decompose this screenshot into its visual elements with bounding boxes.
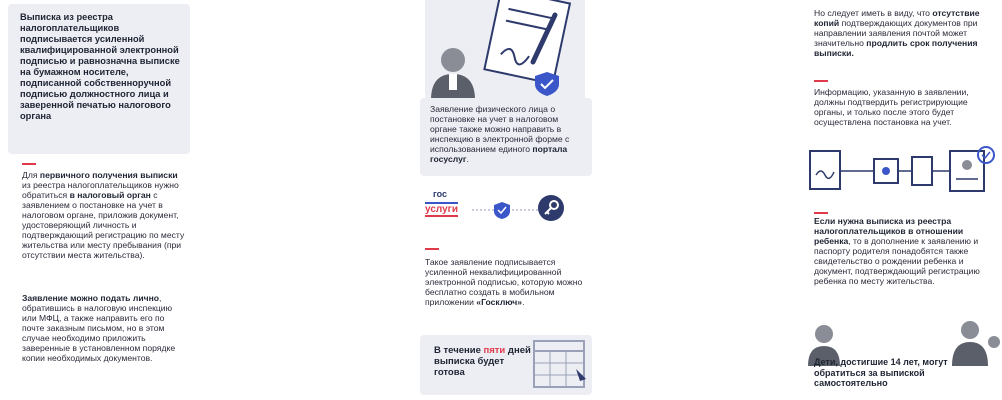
first-receipt-paragraph: Для первичного получения выписки из реестра налогоплательщиков нужно обратиться в налоговый орган с заявлением о постановке на учет в налоговом органе, приложив документ, удостоверяющий личность и подтверждающий регистрацию по месту жительства или месту пребывания (при отсутствии места жительства). [22,170,185,260]
separator [22,163,36,165]
child-statement-paragraph: Если нужна выписка из реестра налогоплательщиков в отношении ребенка, то в дополнение к заявлению и паспорту родителя понадобятся также свидетельство о рождении ребенка и документ, подтверждающий регистрацию ребенка по месту жительства. [814,216,980,286]
mail-warning-paragraph: Но следует иметь в виду, что отсутствие копий подтверждающих документов при направлении заявления почтой может значительно продлить срок получения выписки. [814,8,980,58]
signature-info-box [8,4,190,154]
age-14-note: Дети, достигшие 14 лет, могут обратиться за выпиской самостоятельно [814,357,948,388]
column-left [0,0,198,400]
document-flow-illustration [810,145,1000,203]
goskey-paragraph: Такое заявление подписывается усиленной неквалифицированной электронной подписью, которую можно бесплатно создать в мобильном приложении «Госключ». [425,257,583,307]
period-text: В течение пяти дней выписка будет готова [434,345,531,378]
column-right [402,0,980,400]
separator [814,212,828,214]
electronic-form-text: Заявление физического лица о постановке на учет в налоговом органе также можно направить в инспекцию в электронной форме с использованием единого портала госуслуг. [430,104,570,164]
registration-confirm-paragraph: Информацию, указанную в заявлении, должны подтвердить регистрирующие органы, и только после этого будет осуществлена постановка на учет. [814,87,969,127]
gosuslugi-logo: гос услуги [425,189,458,215]
submit-application-paragraph: Заявление можно подать лично, обратившись в налоговую инспекцию или МФЦ, а также направить его по почте заказным письмом, но в этом случае необходимо приложить заверенные в установленном порядке копии необходимых документов. [22,293,176,363]
signature-info-text: Выписка из реестра налогоплательщиков подписывается усиленной квалифицированной электронной подписью и равнозначна выписке на бумажном носителе, подписанной собственноручной подписью должностного лица и заверенной печатью налогового органа [20,12,180,121]
column-middle [200,0,583,400]
separator [814,80,828,82]
